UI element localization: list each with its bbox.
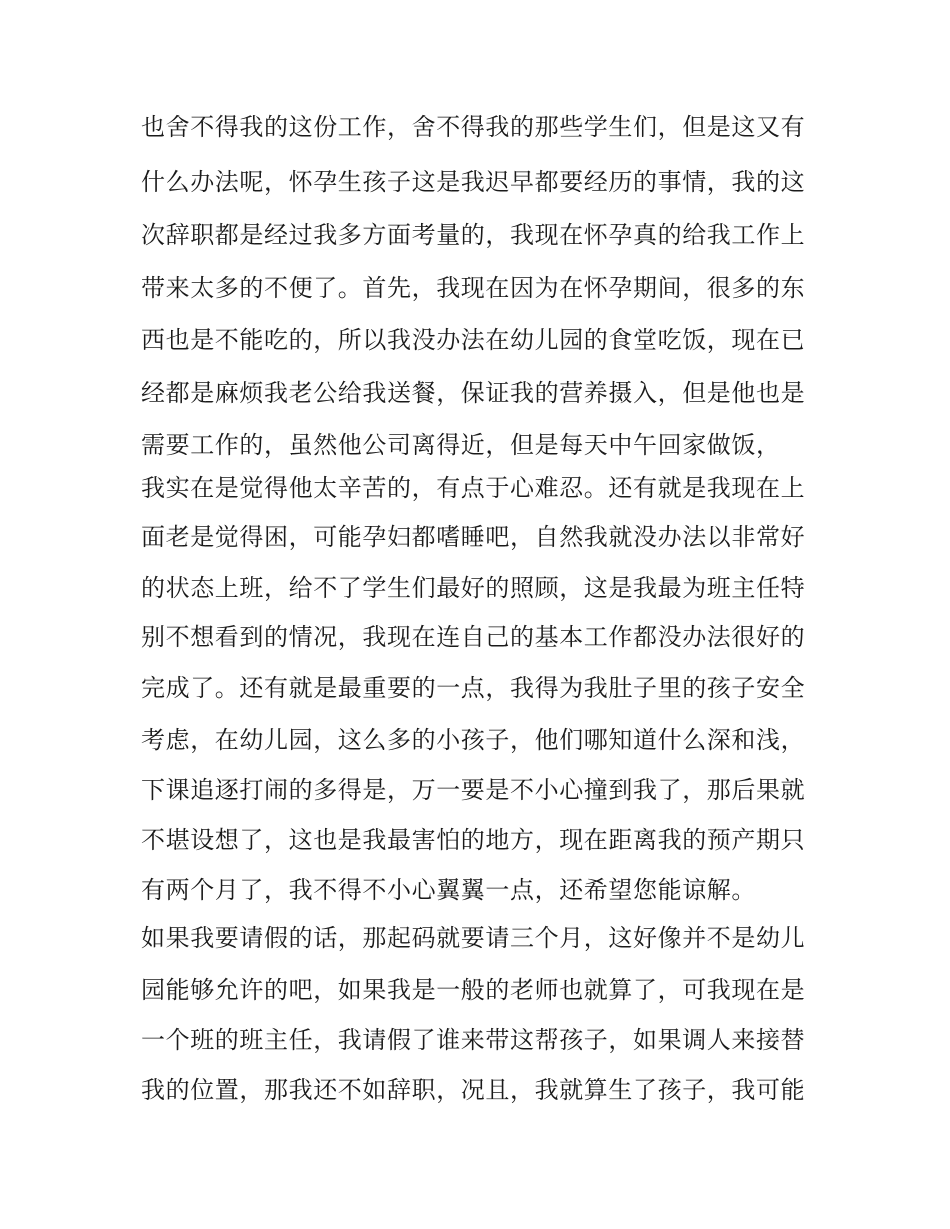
text-line: 有两个月了，我不得不小心翼翼一点，还希望您能谅解。 [141,876,756,904]
text-line: 下课追逐打闹的多得是，万一要是不小心撞到我了，那后果就 [141,776,806,804]
text-line: 面老是觉得困，可能孕妇都嗜睡吧，自然我就没办法以非常好 [141,523,806,551]
text-line: 我的位置，那我还不如辞职，况且，我就算生了孩子，我可能 [141,1076,806,1104]
text-line: 不堪设想了，这也是我最害怕的地方，现在距离我的预产期只 [141,826,806,854]
text-line: 我实在是觉得他太辛苦的，有点于心难忍。还有就是我现在上 [141,474,806,502]
text-line: 考虑，在幼儿园，这么多的小孩子，他们哪知道什么深和浅， [141,726,806,754]
text-line: 一个班的班主任，我请假了谁来带这帮孩子，如果调人来接替 [141,1026,806,1054]
text-line: 次辞职都是经过我多方面考量的，我现在怀孕真的给我工作上 [141,221,806,249]
text-line: 也舍不得我的这份工作，舍不得我的那些学生们，但是这又有 [141,113,806,141]
text-line: 如果我要请假的话，那起码就要请三个月，这好像并不是幼儿 [141,924,806,952]
text-line: 需要工作的，虽然他公司离得近，但是每天中午回家做饭， [141,431,781,459]
text-line: 经都是麻烦我老公给我送餐，保证我的营养摄入，但是他也是 [141,379,806,407]
text-line: 带来太多的不便了。首先，我现在因为在怀孕期间，很多的东 [141,274,806,302]
text-line: 别不想看到的情况，我现在连自己的基本工作都没办法很好的 [141,623,806,651]
text-line: 完成了。还有就是最重要的一点，我得为我肚子里的孩子安全 [141,674,806,702]
text-line: 园能够允许的吧，如果我是一般的老师也就算了，可我现在是 [141,976,806,1004]
text-line: 的状态上班，给不了学生们最好的照顾，这是我最为班主任特 [141,574,806,602]
text-line: 什么办法呢，怀孕生孩子这是我迟早都要经历的事情，我的这 [141,168,806,196]
text-line: 西也是不能吃的，所以我没办法在幼儿园的食堂吃饭，现在已 [141,326,806,354]
